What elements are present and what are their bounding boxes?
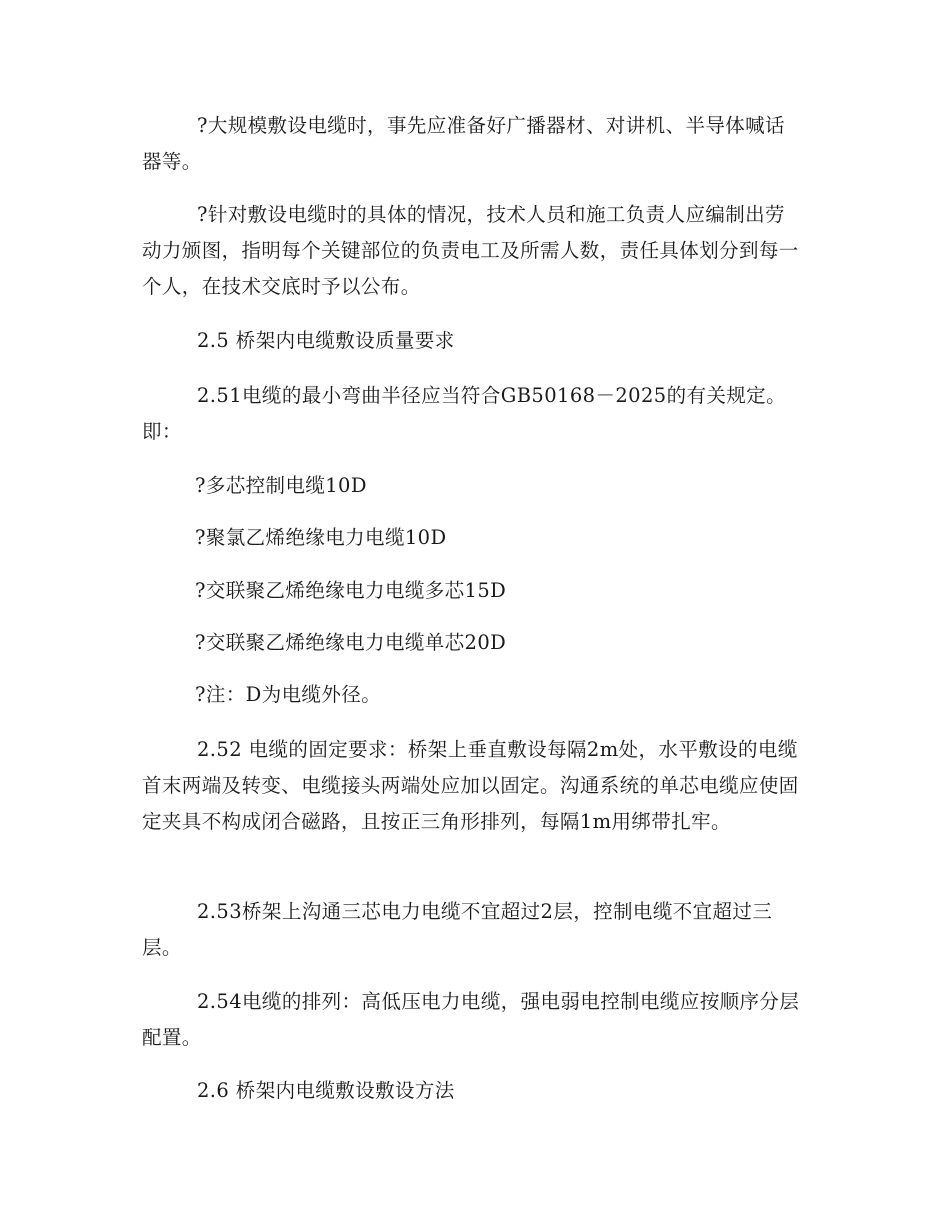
paragraph-2-51-bend-radius: 2.51电缆的最小弯曲半径应当符合GB50168－2025的有关规定。即： (142, 384, 786, 443)
list-item-multicore-control: ?多芯控制电缆10D (195, 474, 367, 497)
list-item-xlpe-multicore: ?交联聚乙烯绝缘电力电缆多芯15D (195, 579, 507, 602)
paragraph-labor-chart: ?针对敷设电缆时的具体的情况，技术人员和施工负责人应编制出劳动力颁图，指明每个关键部位的负责电工及所需人数，责任具体划分到每一个人，在技术交底时予以公布。 (142, 203, 799, 298)
paragraph-2-52-fixing: 2.52 电缆的固定要求：桥架上垂直敷设每隔2m处，水平敷设的电缆首末两端及转变、电缆接头两端处应加以固定。沟通系统的单芯电缆应使固定夹具不构成闭合磁路，且按正三角形排列，每隔1m用绑带扎牢。 (142, 738, 799, 833)
paragraph-2-53-layers: 2.53桥架上沟通三芯电力电缆不宜超过2层，控制电缆不宜超过三层。 (142, 900, 773, 959)
list-item-pvc-power: ?聚氯乙烯绝缘电力电缆10D (195, 526, 447, 549)
note-d-diameter: ?注：D为电缆外径。 (195, 683, 382, 706)
section-heading-2-6: 2.6 桥架内电缆敷设敷设方法 (197, 1079, 455, 1102)
list-item-xlpe-single-core: ?交联聚乙烯绝缘电力电缆单芯20D (195, 631, 507, 654)
paragraph-2-54-arrangement: 2.54电缆的排列：高低压电力电缆，强电弱电控制电缆应按顺序分层配置。 (142, 990, 800, 1049)
section-heading-2-5: 2.5 桥架内电缆敷设质量要求 (197, 329, 455, 352)
paragraph-broadcast-equipment: ?大规模敷设电缆时，事先应准备好广播器材、对讲机、半导体喊话器等。 (142, 114, 785, 173)
